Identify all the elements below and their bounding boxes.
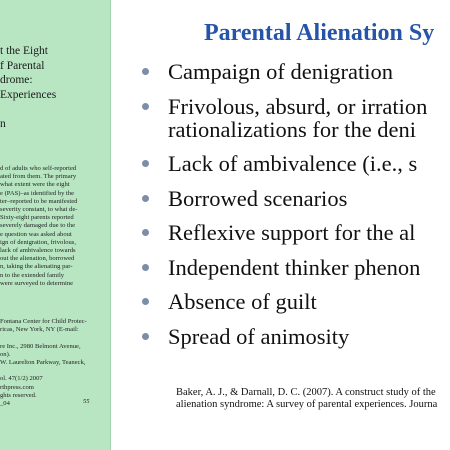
abstract-line: out the alienation, borrowed (0, 255, 75, 263)
abstract-line: severely damaged due to the (0, 222, 76, 230)
list-item (138, 152, 450, 175)
list-item (138, 290, 450, 313)
abstract-line: what extent were the eight (0, 181, 70, 189)
article-title-line: Experiences (0, 88, 57, 101)
bullet-dot-icon (142, 103, 149, 110)
list-item (138, 187, 450, 210)
footnote-line: W. Laurelton Parkway, Teaneck, (0, 359, 86, 367)
bullet-dot-icon (142, 298, 149, 305)
list-item-text: Lack of ambivalence (i.e., s (168, 151, 418, 176)
abstract-line: e (PAS)–as identified by the (0, 189, 75, 197)
symptom-list (138, 60, 450, 359)
bullet-dot-icon (142, 195, 149, 202)
footnote-line: re Inc., 2980 Belmont Avenue, (0, 342, 81, 350)
list-item-text: Independent thinker phenon (168, 254, 421, 280)
footnote-line: Fontana Center for Child Protec- (0, 318, 87, 325)
list-item-text: Reflexive support for the al (168, 220, 416, 245)
abstract-line: n to the extended family (0, 271, 65, 279)
abstract-line: ign of denigration, frivolous, (0, 238, 76, 246)
list-item-text: Frivolous, absurd, or irration (168, 93, 428, 119)
list-item (138, 221, 450, 244)
abstract-line: were surveyed to determine (0, 279, 74, 287)
abstract-line: ter–reported to be manifested (0, 197, 78, 205)
list-item-text: Spread of animosity (168, 323, 350, 349)
abstract-line: lack of ambivalence towards (0, 247, 76, 255)
abstract-line: severity constant, to what de- (0, 206, 78, 214)
list-item-continuation: rationalizations for the deni (168, 116, 417, 142)
article-title-line: drome: (0, 74, 33, 86)
footnote-line: on). (0, 350, 11, 358)
article-title-line: f Parental (0, 59, 45, 72)
list-item (138, 60, 450, 83)
citation-line: alienation syndrome: A survey of parental experiences. Journa (176, 399, 438, 410)
footnote-line (0, 334, 110, 342)
abstract-line: e question was asked about (0, 230, 72, 238)
article-title (0, 44, 110, 131)
bullet-dot-icon (142, 160, 149, 167)
article-page-panel (0, 0, 111, 450)
bullet-dot-icon (142, 333, 149, 340)
footnote-line: ol. 47(1/2) 2007 (0, 375, 43, 383)
footnote-line: _04 (0, 400, 10, 408)
article-abstract (0, 165, 110, 288)
footnote-line (0, 367, 110, 375)
citation (176, 387, 437, 411)
abstract-line: d of adults who self-reported (0, 165, 77, 172)
list-item-text: Absence of guilt (168, 289, 317, 314)
list-item-text: Borrowed scenarios (168, 185, 348, 211)
slide-title: Parental Alienation Sy (204, 20, 435, 46)
abstract-line: Sixty-eight parents reported (0, 214, 74, 222)
list-item (138, 95, 450, 141)
abstract-line: n, taking the alienating par- (0, 263, 73, 271)
article-title-line (0, 102, 110, 117)
footnote-line: ricas, New York, NY (E-mail: (0, 326, 79, 334)
bullet-dot-icon (142, 68, 149, 75)
citation-line: Baker, A. J., & Darnall, D. C. (2007). A construct study of the (176, 387, 436, 398)
abstract-line: ated from them. The primary (0, 173, 77, 181)
list-item (138, 256, 450, 279)
list-item-text: Campaign of denigration (168, 59, 393, 84)
article-footnotes (0, 318, 110, 408)
footnote-line: ghts reserved. (0, 391, 37, 399)
article-title-line: t the Eight (0, 45, 48, 57)
page-number: 55 (83, 398, 90, 405)
list-item (138, 325, 450, 348)
bullet-dot-icon (142, 229, 149, 236)
footnote-line: rthpress.com (0, 383, 34, 391)
article-title-line: n (0, 117, 6, 130)
bullet-dot-icon (142, 264, 149, 271)
